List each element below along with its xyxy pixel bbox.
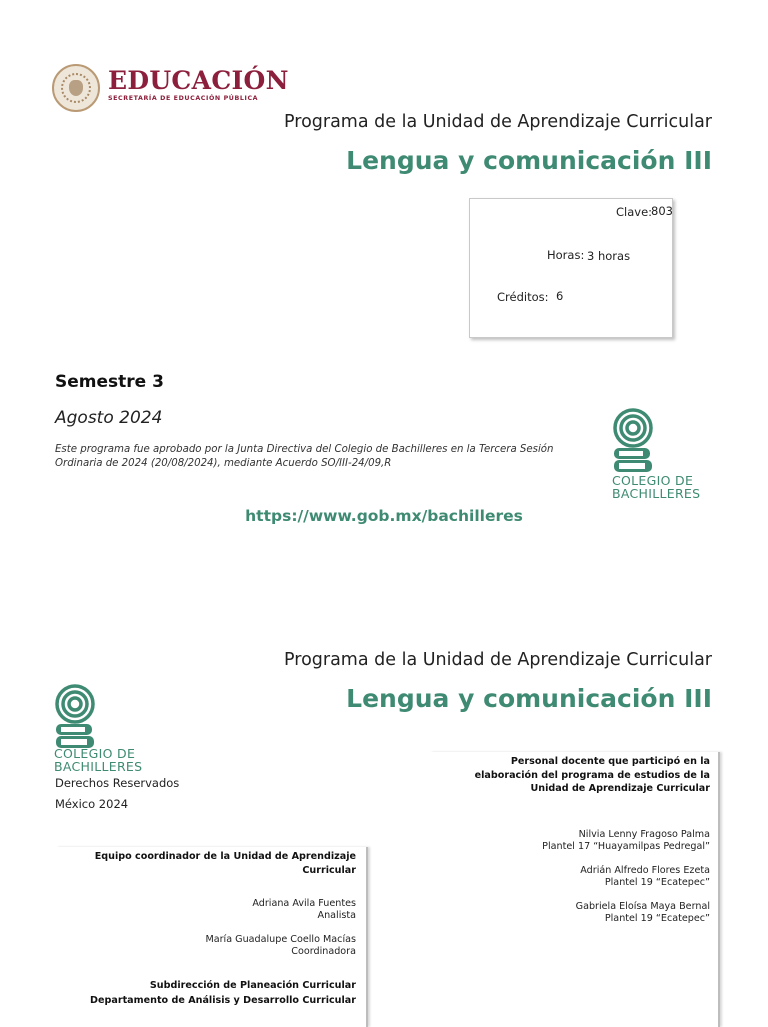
national-seal-icon: [52, 64, 100, 112]
staff-member: [576, 901, 710, 925]
team-member: [205, 934, 356, 958]
department-line: Subdirección de Planeación Curricular: [149, 980, 356, 991]
horas-value: 3 horas: [587, 249, 631, 263]
colegio-bachilleres-logo-2: [54, 684, 164, 784]
colegio-bachilleres-logo: [612, 408, 722, 508]
program-title-2: Programa de la Unidad de Aprendizaje Curricular: [284, 650, 712, 670]
teaching-staff-heading: [440, 755, 710, 796]
coordinating-team-heading: [66, 850, 356, 877]
approval-note: [55, 443, 645, 471]
staff-name: Nilvia Lenny Fragoso Palma: [578, 829, 710, 840]
heading-line: Personal docente que participó en la: [510, 756, 710, 767]
colegio-logo-line2: BACHILLERES: [54, 759, 143, 774]
creditos-label: Créditos:: [497, 290, 549, 304]
staff-member: [542, 829, 710, 853]
department-line: Departamento de Análisis y Desarrollo Curricular: [90, 994, 356, 1006]
rights-reserved: Derechos Reservados: [55, 776, 180, 790]
team-name: María Guadalupe Coello Macías: [205, 934, 356, 945]
heading-line: Curricular: [302, 864, 356, 876]
horas-label: Horas:: [547, 248, 585, 262]
clave-label: Clave:: [616, 205, 653, 219]
coordinating-team-box: [56, 847, 368, 1027]
colegio-emblem-icon: [612, 408, 658, 474]
sep-logo: [52, 64, 292, 112]
staff-name: Gabriela Eloísa Maya Bernal: [575, 901, 710, 912]
approval-note-line: Este programa fue aprobado por la Junta Directiva del Colegio de Bachilleres en la Tercera Sesión: [55, 444, 554, 455]
team-name: Adriana Avila Fuentes: [252, 898, 356, 909]
colegio-logo-line1: COLEGIO DE: [612, 473, 694, 488]
department-info: [90, 979, 356, 1008]
staff-role: Plantel 19 “Ecatepec”: [604, 877, 710, 888]
logo-word: EDUCACIÓN: [108, 66, 289, 95]
staff-role: Plantel 19 “Ecatepec”: [604, 913, 710, 924]
course-info-box: [469, 198, 673, 338]
course-title-2: Lengua y comunicación III: [346, 684, 712, 713]
heading-line: Equipo coordinador de la Unidad de Aprendizaje: [94, 851, 356, 862]
logo-subtitle: SECRETARÍA DE EDUCACIÓN PÚBLICA: [108, 95, 259, 102]
team-role: Coordinadora: [291, 946, 356, 957]
colegio-emblem-icon: [54, 684, 100, 750]
team-member: [252, 898, 356, 922]
program-title: Programa de la Unidad de Aprendizaje Curricular: [284, 112, 712, 132]
staff-member: [580, 865, 710, 889]
clave-value: 803: [651, 204, 673, 218]
semester-label: Semestre 3: [55, 372, 164, 392]
teaching-staff-box: [430, 752, 720, 1027]
staff-role: Plantel 17 “Huayamilpas Pedregal”: [542, 841, 710, 852]
date-label: Agosto 2024: [55, 408, 163, 428]
website-link[interactable]: https://www.gob.mx/bachilleres: [245, 507, 523, 525]
colegio-logo-line1: COLEGIO DE: [54, 746, 136, 761]
staff-name: Adrián Alfredo Flores Ezeta: [580, 865, 710, 876]
heading-line: elaboración del programa de estudios de la: [474, 769, 710, 781]
colegio-logo-line2: BACHILLERES: [612, 486, 701, 501]
creditos-value: 6: [556, 289, 564, 303]
team-role: Analista: [317, 910, 356, 921]
approval-note-line: Ordinaria de 2024 (20/08/2024), mediante Acuerdo SO/III-24/09,R: [55, 458, 392, 469]
country-year: México 2024: [55, 797, 129, 811]
heading-line: Unidad de Aprendizaje Curricular: [530, 783, 710, 794]
course-title: Lengua y comunicación III: [346, 146, 712, 175]
